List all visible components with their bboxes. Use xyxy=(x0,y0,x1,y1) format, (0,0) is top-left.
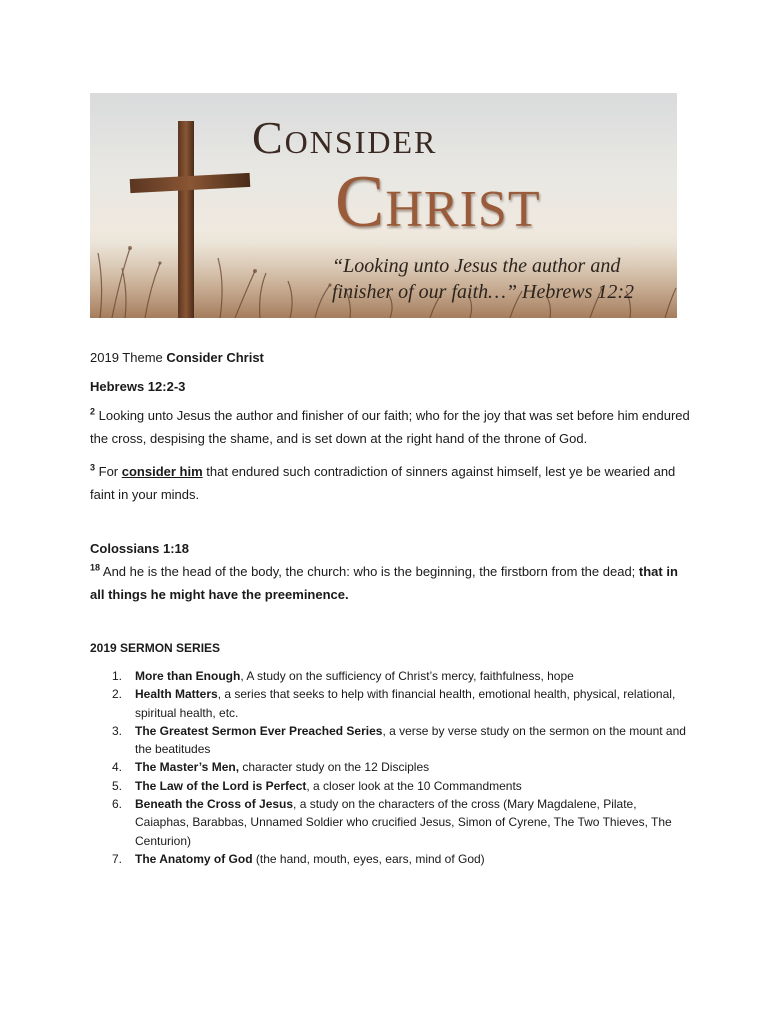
list-number: 1. xyxy=(112,669,123,683)
series-description: , a closer look at the 10 Commandments xyxy=(306,778,522,793)
theme-prefix: 2019 Theme xyxy=(90,350,167,365)
document-body xyxy=(90,346,690,868)
banner-quote-line-1: “Looking unto Jesus the author and xyxy=(332,255,621,277)
series-description: , a study on the characters of the cross (Mary Magdalene, Pilate, Caiaphas, Barabbas, Unnamed Soldier who crucified Jesus, Simon of Cyrene, The Two Thieves, The Centurion) xyxy=(135,797,672,848)
verse-text-post: that endured such contradiction of sinners against himself, lest ye be wearied and faint in your minds. xyxy=(90,464,676,502)
series-title: Health Matters xyxy=(135,687,218,702)
series-title: The Greatest Sermon Ever Preached Series xyxy=(135,723,383,738)
series-title: The Master’s Men, xyxy=(135,760,240,775)
list-item xyxy=(90,667,690,685)
verse-text-pre: For xyxy=(95,464,122,479)
banner-title-consider: Consider xyxy=(252,112,438,163)
list-item xyxy=(90,758,690,776)
list-item xyxy=(90,722,690,759)
list-number: 2. xyxy=(112,687,123,702)
sermon-series-heading: 2019 SERMON SERIES xyxy=(90,641,221,655)
series-title: The Anatomy of God xyxy=(135,851,253,866)
banner-quote xyxy=(332,253,672,305)
colossians-verse xyxy=(90,560,690,606)
list-number: 7. xyxy=(112,851,123,866)
series-description: (the hand, mouth, eyes, ears, mind of God) xyxy=(252,851,485,866)
verse-text-bold: that in all things he might have the preeminence. xyxy=(90,564,678,602)
series-description: , A study on the sufficiency of Christ’s mercy, faithfulness, hope xyxy=(240,669,574,683)
series-description: , a verse by verse study on the sermon on the mount and the beatitudes xyxy=(135,723,686,757)
verse-number: 3 xyxy=(90,462,96,473)
list-number: 4. xyxy=(112,760,123,775)
series-description: character study on the 12 Disciples xyxy=(239,760,430,775)
banner-title-christ: Christ xyxy=(335,161,541,243)
verse-text: Looking unto Jesus the author and finisher of our faith; who for the joy that was set before him endured the cross, despising the shame, and is set down at the right hand of the throne of God. xyxy=(90,408,690,446)
consider-christ-banner xyxy=(90,93,677,318)
theme-line xyxy=(90,346,690,369)
list-number: 3. xyxy=(112,723,123,738)
verse-number: 2 xyxy=(90,406,96,417)
list-number: 5. xyxy=(112,778,123,793)
list-number: 6. xyxy=(112,797,123,812)
sermon-series-list xyxy=(90,667,690,868)
colossians-heading: Colossians 1:18 xyxy=(90,541,189,556)
list-item xyxy=(90,850,690,868)
series-description: , a series that seeks to help with financial health, emotional health, physical, relational, spiritual health, etc. xyxy=(135,687,676,720)
verse-number: 18 xyxy=(90,562,101,573)
list-item xyxy=(90,685,690,722)
banner-quote-line-2: finisher of our faith…” Hebrews 12:2 xyxy=(332,281,635,303)
hebrews-heading: Hebrews 12:2-3 xyxy=(90,379,186,394)
list-item xyxy=(90,777,690,795)
series-title: More than Enough xyxy=(135,669,241,683)
series-title: Beneath the Cross of Jesus xyxy=(135,797,294,812)
verse-text: And he is the head of the body, the church: who is the beginning, the firstborn from the dead; xyxy=(100,564,639,579)
consider-him-emphasis: consider him xyxy=(121,464,203,479)
hebrews-verse-3 xyxy=(90,460,690,506)
list-item xyxy=(90,795,690,850)
hebrews-verse-2 xyxy=(90,404,690,450)
series-title: The Law of the Lord is Perfect xyxy=(135,778,307,793)
theme-name: Consider Christ xyxy=(166,350,264,365)
